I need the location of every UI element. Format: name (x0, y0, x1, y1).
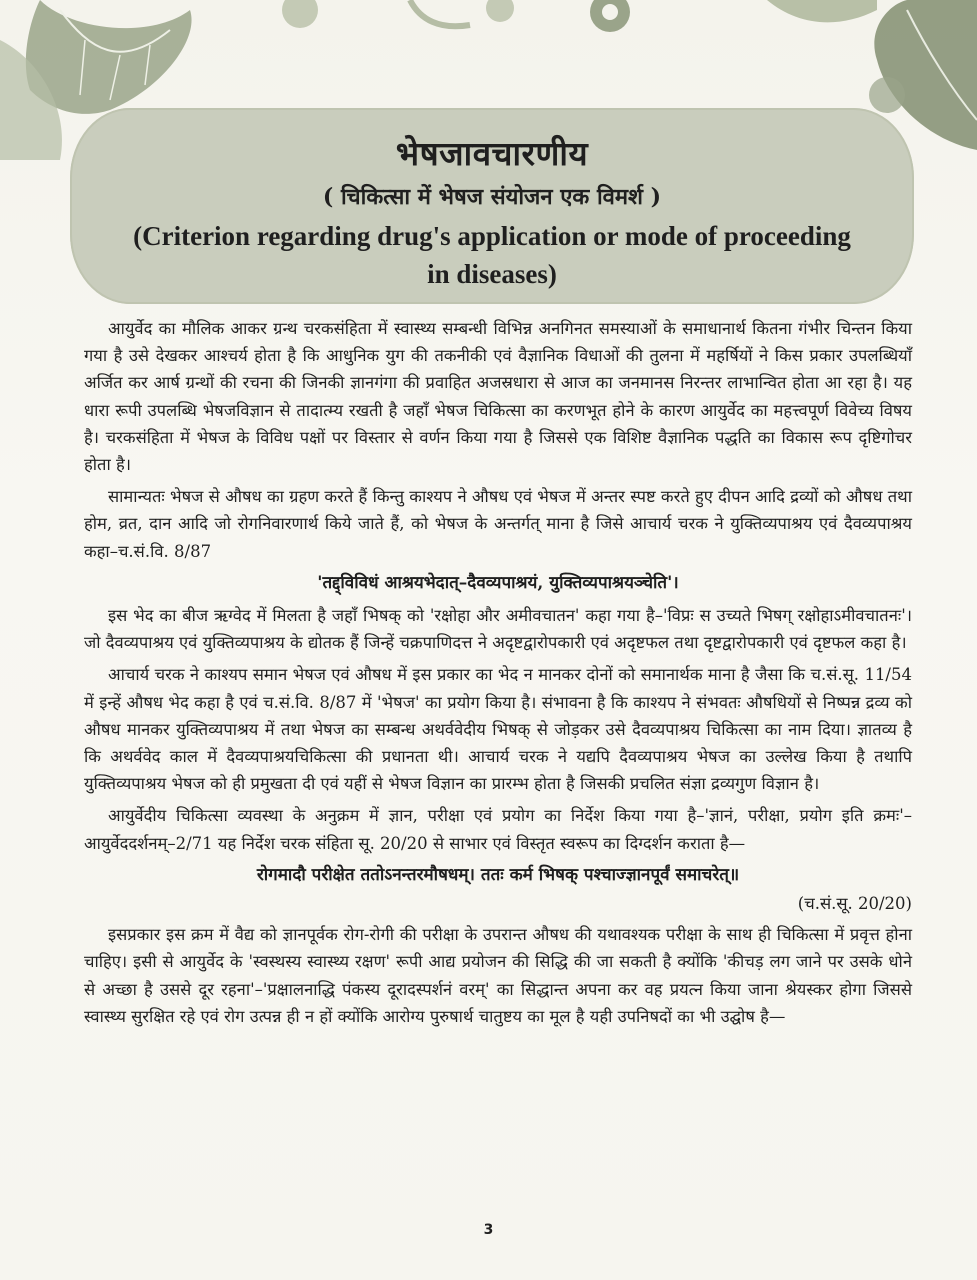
paragraph: सामान्यतः भेषज से औषध का ग्रहण करते हैं किन्तु काश्यप ने औषध एवं भेषज में अन्तर स्पष्ट करते हुए दीपन आदि द्रव्यों को औषध तथा होम, व्रत, दान आदि जो रोगनिवारणार्थ किये जाते हैं, को भेषज के अन्तर्गत् माना है जिसे आचार्य चरक ने युक्तिव्यपाश्रय एवं दैवव्यपाश्रय कहा–च.सं.वि. 8/87 (84, 487, 912, 561)
chapter-title: भेषजावचारणीय (395, 134, 589, 173)
verse-reference: (च.सं.सू. 20/20) (797, 894, 912, 914)
page-number: 3 (483, 1222, 494, 1238)
paragraph: इस भेद का बीज ऋग्वेद में मिलता है जहाँ भिषक् को 'रक्षोहा और अमीवचातन' कहा गया है–'विप्रः स उच्यते भिषग् रक्षोहाऽमीवचातनः'। जो दैवव्यपाश्रय एवं युक्तिव्यपाश्रय के द्योतक हैं जिन्हें चक्रपाणिदत्त ने अदृष्टद्वारोपकारी एवं अदृष्टफल तथा दृष्टद्वारोपकारी एवं दृष्टफल कहा है। (84, 606, 912, 653)
leaf-decoration-top-icon (270, 0, 690, 70)
paragraph: आयुर्वेदीय चिकित्सा व्यवस्था के अनुक्रम में ज्ञान, परीक्षा एवं प्रयोग का निर्देश किया गया है–'ज्ञानं, परीक्षा, प्रयोग इति क्रमः'–आयुर्वेददर्शनम्–2/71 यह निर्देश चरक संहिता सू. 20/20 से साभार एवं विस्तृत स्वरूप का दिग्दर्शन कराता है— (84, 806, 912, 853)
body-text (84, 315, 912, 1035)
chapter-title-english: (Criterion regarding drug's application or mode of proceeding in diseases) (133, 221, 851, 289)
chapter-title-box (70, 108, 914, 304)
quoted-verse: रोगमादौ परीक्षेत ततोऽनन्तरमौषधम्। ततः कर्म भिषक् पश्चाज्ज्ञानपूर्वं समाचरेत्॥ (256, 864, 740, 885)
paragraph: आयुर्वेद का मौलिक आकर ग्रन्थ चरकसंहिता में स्वास्थ्य सम्बन्धी विभिन्न अनगिनत समस्याओं के समाधानार्थ कितना गंभीर चिन्तन किया गया है उसे देखकर आश्चर्य होता है कि आधुनिक युग की तकनीकी एवं वैज्ञानिक विधाओं की तुलना में महर्षियों ने किस प्रकार उपलब्धियाँ अर्जित कर आर्ष ग्रन्थों की रचना की जिनकी ज्ञानगंगा की प्रवाहित अजस्रधारा से आज का जनमानस निरन्तर लाभान्वित होता आ रहा है। यह धारा रूपी उपलब्धि भेषजविज्ञान से तादात्म्य रखती है जहाँ भेषज चिकित्सा का करणभूत होने के कारण आयुर्वेद का महत्त्वपूर्ण विवेच्य विषय है। चरकसंहिता में भेषज के विविध पक्षों पर विस्तार से वर्णन किया गया है जिससे एक विशिष्ट वैज्ञानिक पद्धति का विकास रूप दृष्टिगोचर होता है। (84, 319, 912, 475)
quoted-verse: 'तद्द्विविधं आश्रयभेदात्–दैवव्यपाश्रयं, युक्तिव्यपाश्रयञ्चेति'। (317, 572, 679, 593)
paragraph: इसप्रकार इस क्रम में वैद्य को ज्ञानपूर्वक रोग-रोगी की परीक्षा के उपरान्त औषध की यथावश्यक परीक्षा के साथ ही चिकित्सा में प्रवृत्त होना चाहिए। इसी से आयुर्वेद के 'स्वस्थस्य स्वास्थ्य रक्षण' रूपी आद्य प्रयोजन की सिद्धि की जा सकती है क्योंकि 'कीचड़ लग जाने पर उसके धोने से अच्छा है उससे दूर रहना'–'प्रक्षालनाद्धि पंकस्य दूरादस्पर्शनं वरम्' का सिद्धान्त अपना कर वह प्रयत्न किया जाना श्रेयस्कर होगा जिससे स्वास्थ्य सुरक्षित रहे एवं रोग उत्पन्न ही न हों क्योंकि आरोग्य पुरुषार्थ चातुष्टय का मूल है यही उपनिषदों का भी उद्घोष है— (84, 925, 912, 1026)
paragraph: आचार्य चरक ने काश्यप समान भेषज एवं औषध में इस प्रकार का भेद न मानकर दोनों को समानार्थक माना है जैसा कि च.सं.सू. 11/54 में इन्हें औषध भेद कहा है एवं च.सं.वि. 8/87 में 'भेषज' का प्रयोग किया है। संभावना है कि काश्यप ने संभवतः औषधियों से निष्पन्न द्रव्य को औषध मानकर युक्तिव्यपाश्रय में तथा भेषज का सम्बन्ध अथर्ववेदीय भिषक् से जोड़कर उसे दैवव्यपाश्रय चिकित्सा का नाम दिया। ज्ञातव्य है कि अथर्ववेद काल में दैवव्यपाश्रयचिकित्सा की प्रधानता थी। आचार्य चरक ने यद्यपि दैवव्यपाश्रय भेषज का उल्लेख किया है तथापि युक्तिव्यपाश्रय भेषज को ही प्रमुखता दी एवं यहीं से भेषज विज्ञान का प्रारम्भ होता है जिसकी प्रचलित संज्ञा द्रव्यगुण विज्ञान है। (84, 665, 912, 794)
chapter-subtitle: ( चिकित्सा में भेषज संयोजन एक विमर्श ) (322, 184, 662, 210)
